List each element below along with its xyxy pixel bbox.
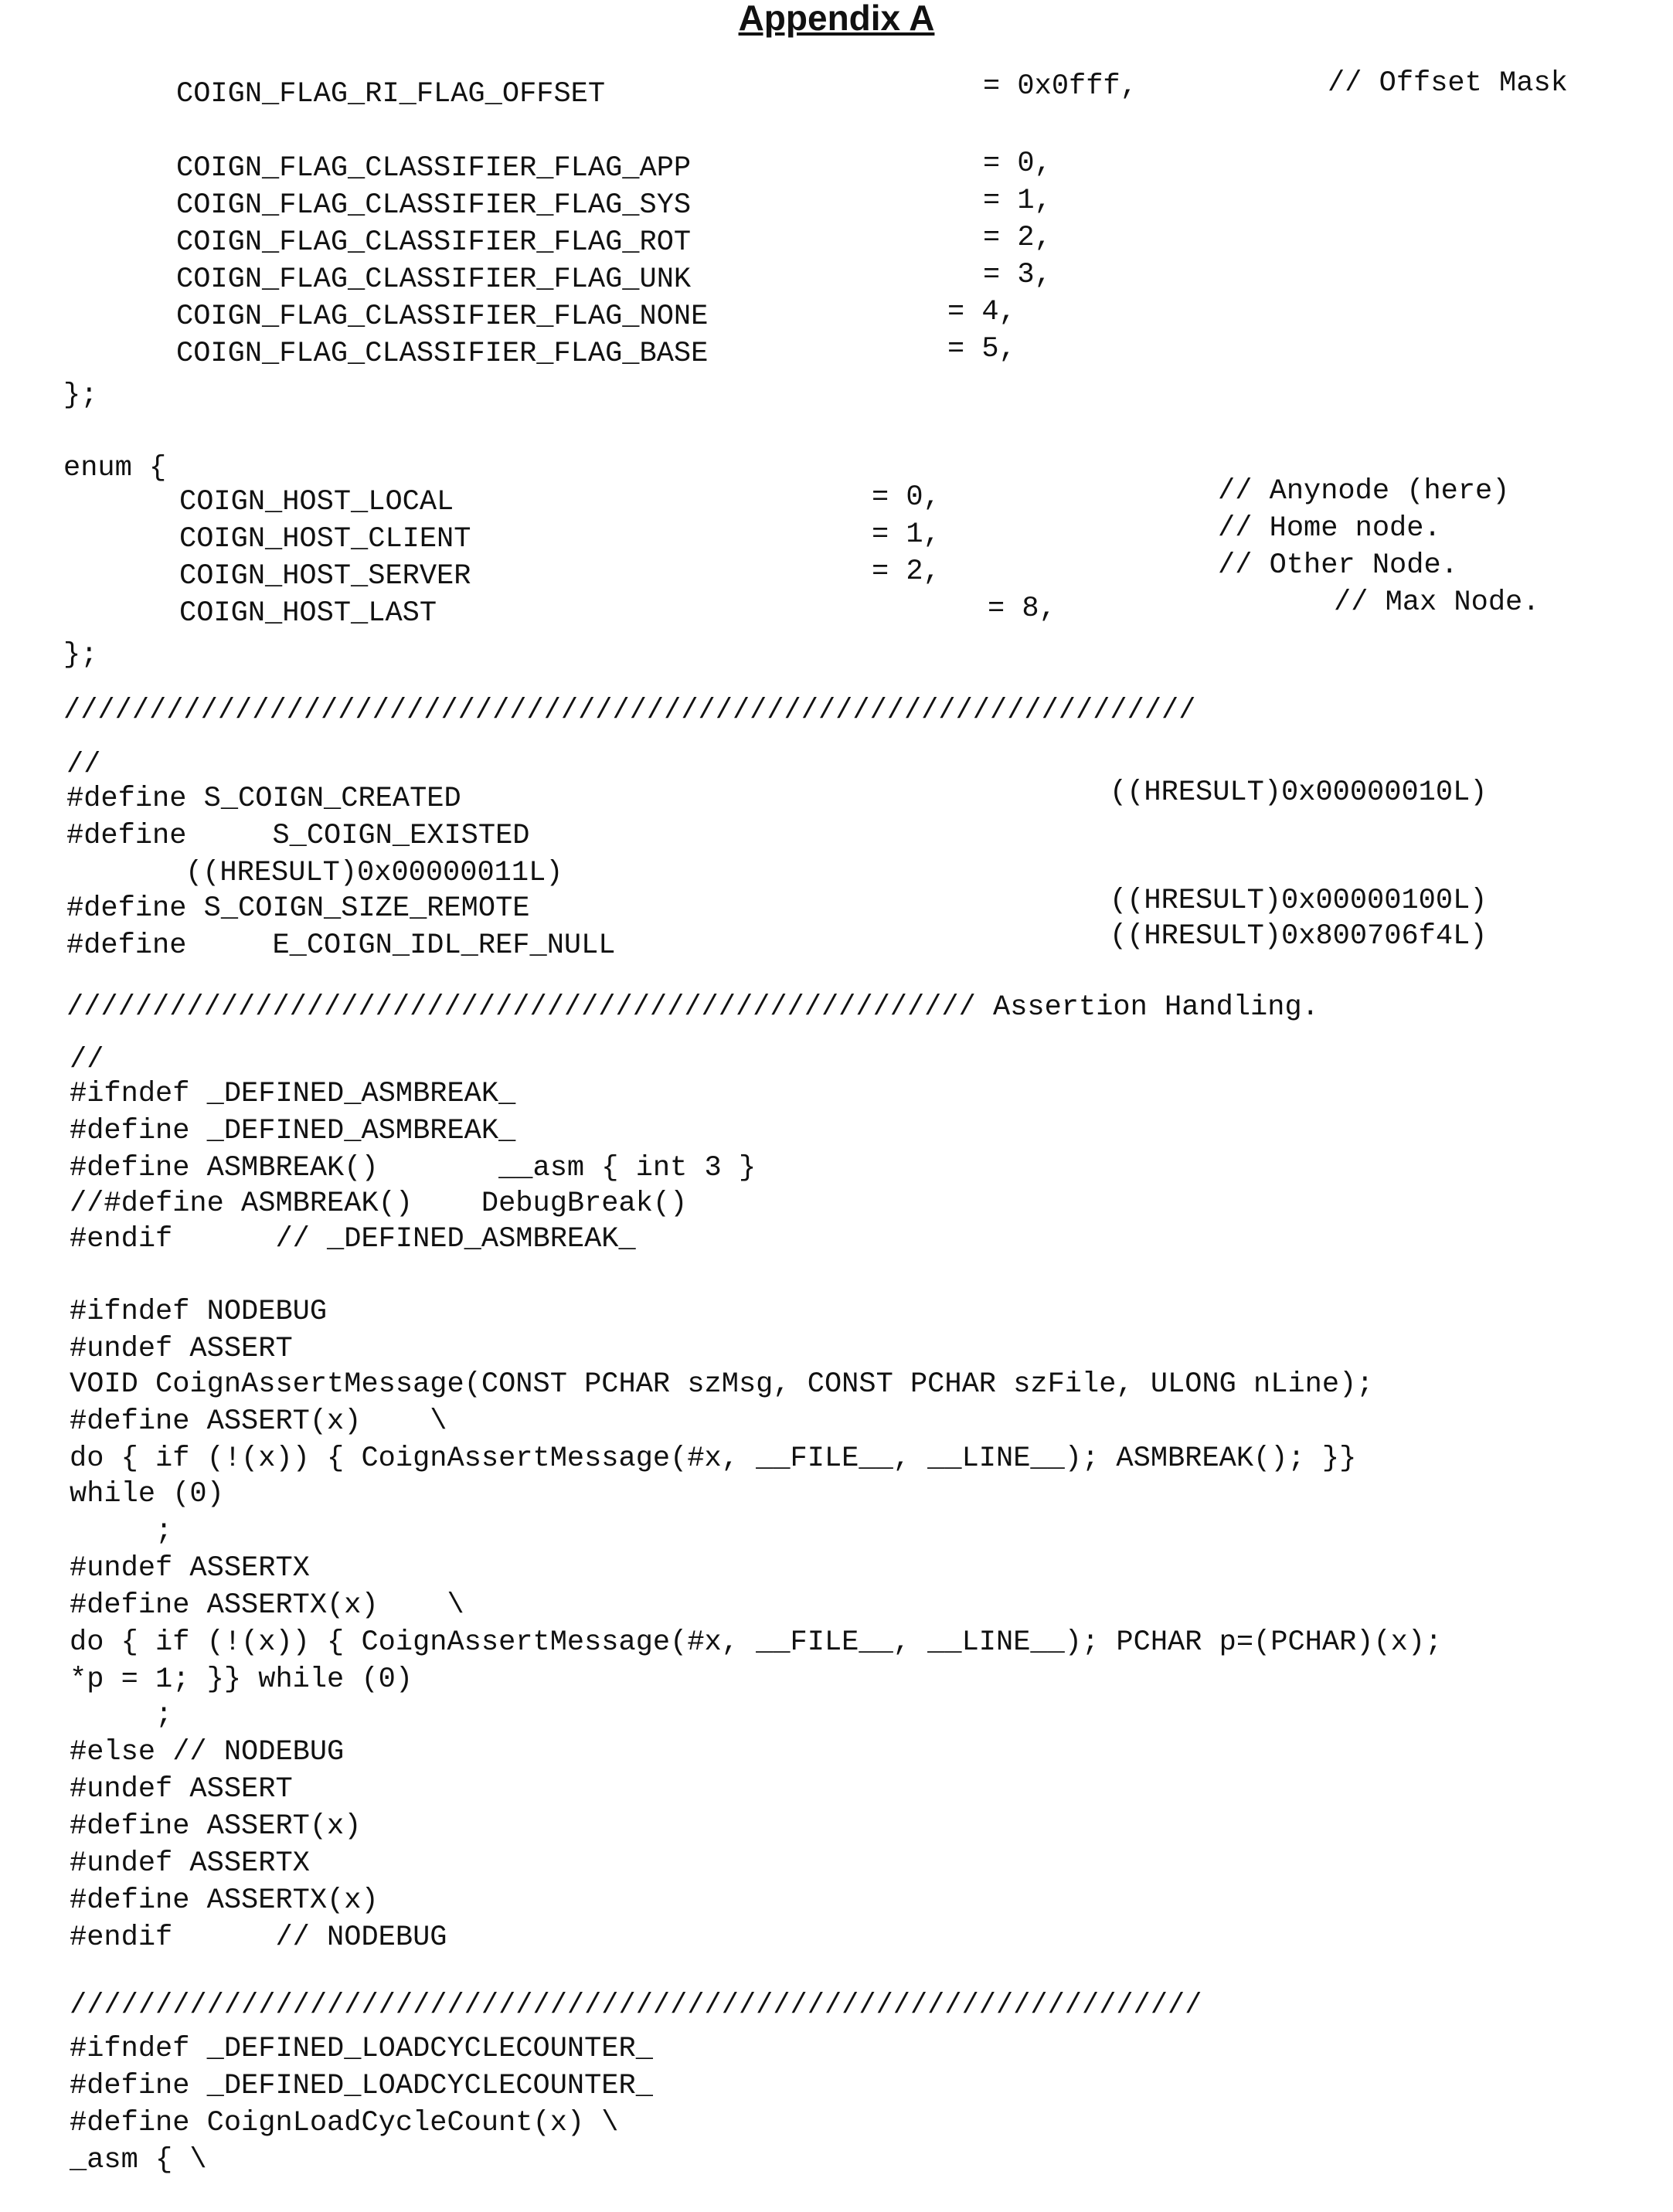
code-line: COIGN_FLAG_CLASSIFIER_FLAG_SYS [176,189,692,222]
code-line: // [70,1044,104,1076]
code-line: COIGN_FLAG_CLASSIFIER_FLAG_NONE [176,301,709,333]
code-line: #endif // NODEBUG [70,1921,447,1954]
code-line: ((HRESULT)0x00000100L) [1110,885,1488,917]
code-line: ((HRESULT)0x800706f4L) [1110,920,1488,953]
code-line: = 3, [983,259,1052,291]
code-line: #define S_COIGN_CREATED [66,783,461,815]
code-line: COIGN_FLAG_RI_FLAG_OFFSET [176,78,606,110]
code-line: do { if (!(x)) { CoignAssertMessage(#x, __FILE__, __LINE__); PCHAR p=(PCHAR)(x); [70,1626,1443,1659]
code-line: COIGN_FLAG_CLASSIFIER_FLAG_APP [176,152,692,185]
code-line: }; [63,639,98,671]
code-line: COIGN_HOST_CLIENT [179,523,471,556]
code-line: = 1, [872,518,940,551]
code-line: ; [70,1515,173,1548]
code-line: COIGN_HOST_LOCAL [179,486,454,518]
page-title: Appendix A [738,0,935,38]
code-line: = 2, [983,222,1052,254]
code-line: ((HRESULT)0x00000011L) [185,857,563,889]
code-line: #else // NODEBUG [70,1736,345,1769]
code-line: ////////////////////////////////////////////////////////////////// [63,695,1196,727]
code-line: #define E_COIGN_IDL_REF_NULL [66,929,616,962]
code-line: ///////////////////////////////////////////////////// Assertion Handling. [66,991,1319,1024]
code-line: #undef ASSERT [70,1333,293,1365]
code-line: VOID CoignAssertMessage(CONST PCHAR szMsg, CONST PCHAR szFile, ULONG nLine); [70,1368,1374,1401]
code-line: = 0x0fff, [983,70,1137,103]
code-line: while (0) [70,1478,224,1510]
code-line: = 4, [947,296,1016,328]
code-line: = 0, [872,481,940,514]
code-line: }; [63,379,98,412]
code-line: = 1, [983,185,1052,217]
code-line: *p = 1; }} while (0) [70,1663,413,1696]
code-line: #define S_COIGN_EXISTED [66,820,530,852]
code-line: COIGN_HOST_LAST [179,597,437,630]
code-line: #define _DEFINED_ASMBREAK_ [70,1115,516,1147]
code-line: #undef ASSERTX [70,1552,310,1585]
code-line: ((HRESULT)0x00000010L) [1110,776,1488,809]
code-line: // [66,749,101,781]
code-line: // Max Node. [1334,586,1540,619]
code-line: COIGN_FLAG_CLASSIFIER_FLAG_UNK [176,263,692,296]
code-line: #ifndef _DEFINED_ASMBREAK_ [70,1078,516,1110]
code-line: #define S_COIGN_SIZE_REMOTE [66,892,530,925]
code-line: #define _DEFINED_LOADCYCLECOUNTER_ [70,2070,653,2102]
code-line: #undef ASSERT [70,1773,293,1806]
code-line: = 2, [872,556,940,588]
code-line: #endif // _DEFINED_ASMBREAK_ [70,1223,636,1256]
code-line: ; [70,1699,173,1731]
code-line: #define ASSERTX(x) [70,1884,379,1917]
code-line: _asm { \ [70,2144,207,2176]
code-line: //#define ASMBREAK() DebugBreak() [70,1188,688,1220]
code-line: COIGN_HOST_SERVER [179,560,471,593]
code-line: COIGN_FLAG_CLASSIFIER_FLAG_BASE [176,338,709,370]
code-line: #define CoignLoadCycleCount(x) \ [70,2107,619,2139]
code-line: // Home node. [1218,512,1441,545]
code-line: #define ASSERT(x) [70,1810,362,1843]
code-line: = 5, [947,333,1016,365]
code-line: COIGN_FLAG_CLASSIFIER_FLAG_ROT [176,226,692,259]
code-line: #define ASMBREAK() __asm { int 3 } [70,1152,757,1184]
code-line: // Offset Mask [1328,67,1568,100]
code-line: enum { [63,452,167,484]
code-line: #undef ASSERTX [70,1847,310,1880]
code-line: // Other Node. [1218,549,1458,582]
code-line: #define ASSERT(x) \ [70,1405,447,1438]
code-line: #ifndef _DEFINED_LOADCYCLECOUNTER_ [70,2033,653,2065]
code-line: #define ASSERTX(x) \ [70,1589,464,1622]
code-line: do { if (!(x)) { CoignAssertMessage(#x, __FILE__, __LINE__); ASMBREAK(); }} [70,1442,1357,1475]
code-line: // Anynode (here) [1218,475,1510,508]
code-line: #ifndef NODEBUG [70,1296,328,1328]
code-line: = 0, [983,148,1052,180]
code-line: ////////////////////////////////////////////////////////////////// [70,1989,1202,2022]
code-line: = 8, [988,593,1056,625]
